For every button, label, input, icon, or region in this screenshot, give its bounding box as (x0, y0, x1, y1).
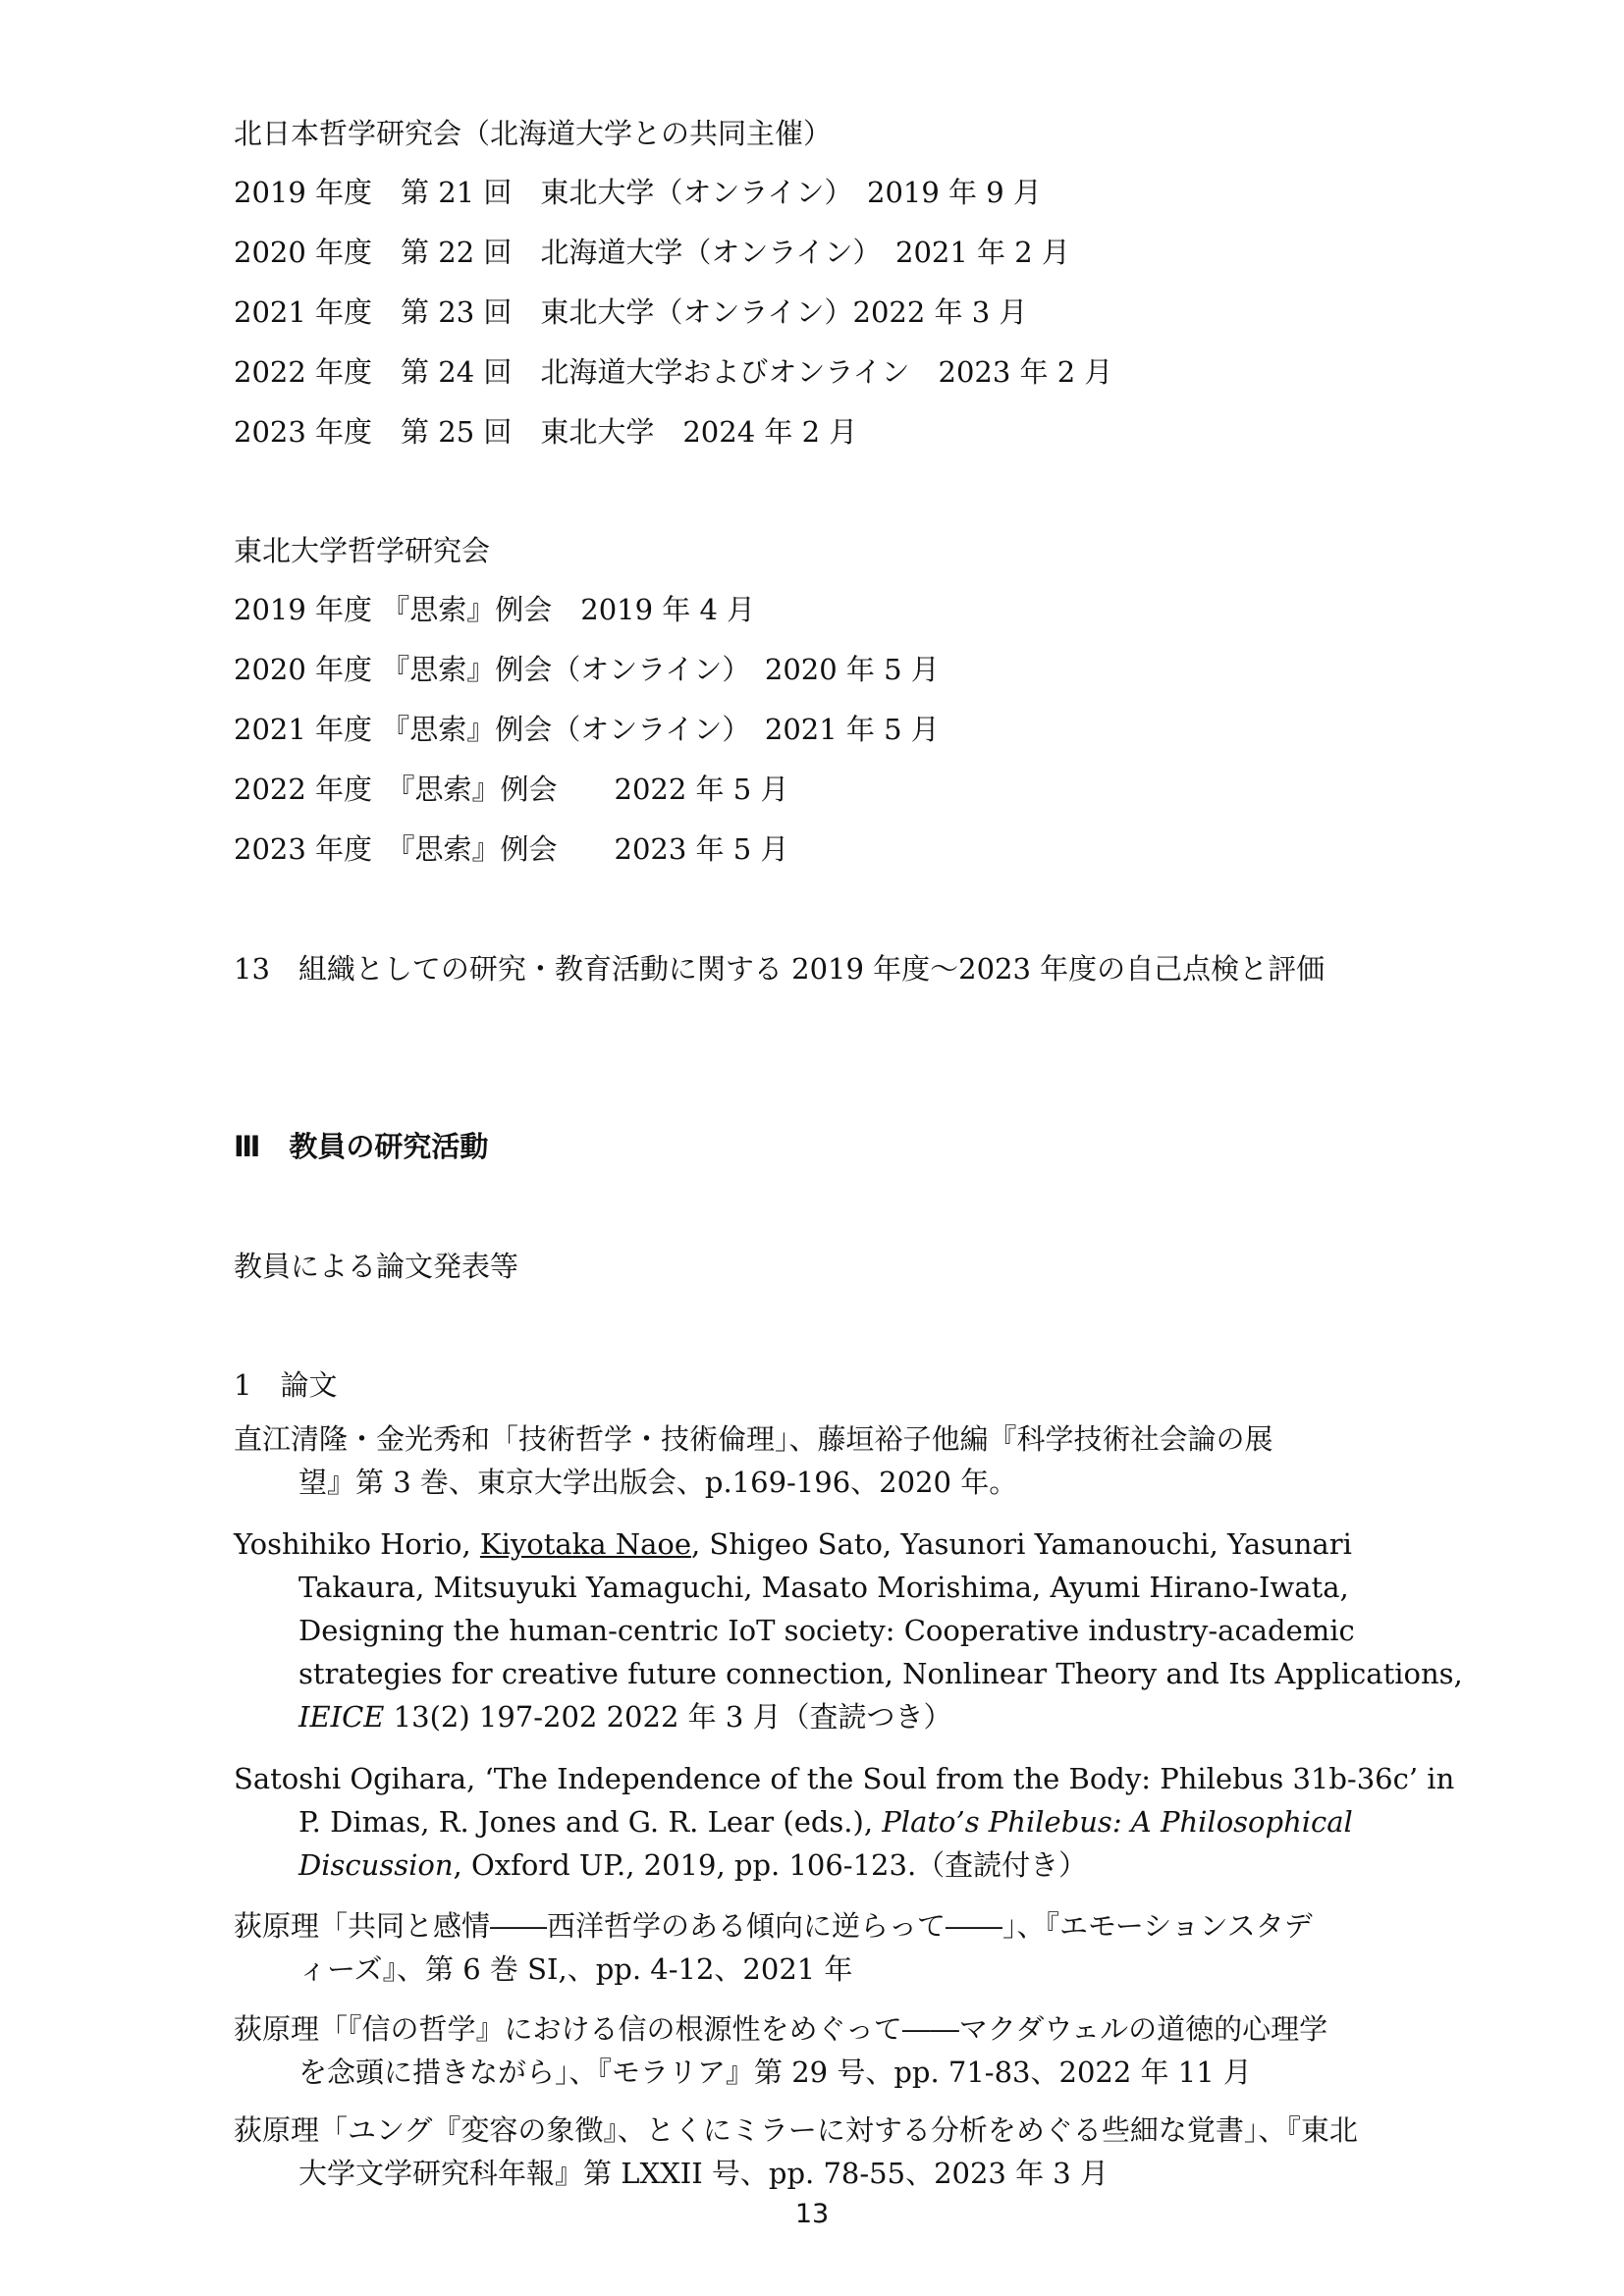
journal-italic: IEICE (298, 1700, 385, 1734)
paper-line (234, 1800, 1402, 1843)
paper-line: 荻原理「『信の哲学』における信の根源性をめぐって――マクダウェルの道徳的心理学 (234, 2012, 1328, 2046)
section-north-row: 2022 年度 第 24 回 北海道大学およびオンライン 2023 年 2 月 (234, 355, 1113, 389)
section-north-row: 2023 年度 第 25 回 東北大学 2024 年 2 月 (234, 415, 858, 449)
paper-line (234, 1522, 1402, 1566)
section-north-title: 北日本哲学研究会（北海道大学との共同主催） (234, 117, 833, 150)
paper-line: Satoshi Ogihara, ‘The Independence of the Soul from the Body: Philebus 31b-36c’ in (234, 1762, 1455, 1795)
section-north-row: 2020 年度 第 22 回 北海道大学（オンライン） 2021 年 2 月 (234, 236, 1070, 269)
paper-line: 荻原理「共同と感情――西洋哲学のある傾向に逆らって――」、『エモーションスタデ (234, 1909, 1313, 1943)
publisher-text: , Oxford UP., 2019, pp. 106-123.（査読付き） (453, 1848, 1088, 1882)
section-tohoku-row: 2019 年度 『思索』例会 2019 年 4 月 (234, 593, 756, 626)
author-text: Yoshihiko Horio, (234, 1527, 480, 1561)
paper-line: 望』第 3 巻、東京大学出版会、p.169-196、2020 年。 (298, 1466, 1018, 1499)
underlined-author: Kiyotaka Naoe (479, 1527, 691, 1561)
paper-entry-6 (234, 2109, 1402, 2195)
paper-line (234, 1695, 1402, 1738)
paper-line: Designing the human-centric IoT society: Cooperative industry-academic (298, 1614, 1355, 1647)
paper-line: を念頭に措きながら」、『モラリア』第 29 号、pp. 71-83、2022 年 11 月 (298, 2056, 1252, 2089)
papers-heading: 1 論文 (234, 1368, 338, 1402)
paper-line: 直江清隆・金光秀和「技術哲学・技術倫理」、藤垣裕子他編『科学技術社会論の展 (234, 1422, 1273, 1456)
paper-entry-5 (234, 2007, 1402, 2094)
section-tohoku-title: 東北大学哲学研究会 (234, 534, 491, 567)
page-number: 13 (794, 2199, 830, 2229)
section-tohoku-row: 2020 年度 『思索』例会（オンライン） 2020 年 5 月 (234, 653, 940, 686)
section-tohoku-row: 2021 年度 『思索』例会（オンライン） 2021 年 5 月 (234, 713, 940, 746)
section-north-row: 2019 年度 第 21 回 東北大学（オンライン） 2019 年 9 月 (234, 176, 1042, 209)
section-north-row: 2021 年度 第 23 回 東北大学（オンライン）2022 年 3 月 (234, 295, 1028, 329)
paper-line: 大学文学研究科年報』第 LXXII 号、pp. 78-55、2023 年 3 月 (298, 2157, 1109, 2190)
chapter-heading: Ⅲ 教員の研究活動 (234, 1130, 489, 1163)
paper-line: ィーズ』、第 6 巻 SI,、pp. 4-12、2021 年 (298, 1952, 853, 1986)
item-13: 13 組織としての研究・教育活動に関する 2019 年度～2023 年度の自己点検と評価 (234, 952, 1326, 986)
paper-entry-4 (234, 1904, 1402, 1991)
section-tohoku-row: 2023 年度 『思索』例会 2023 年 5 月 (234, 832, 789, 866)
paper-line: 荻原理「ユング『変容の象徴』、とくにミラーに対する分析をめぐる些細な覚書」、『東北 (234, 2113, 1358, 2147)
book-title-italic: Plato’s Philebus: A Philosophical (882, 1805, 1353, 1839)
paper-line: Takaura, Mitsuyuki Yamaguchi, Masato Morishima, Ayumi Hirano-Iwata, (298, 1571, 1349, 1604)
section-tohoku-row: 2022 年度 『思索』例会 2022 年 5 月 (234, 773, 789, 806)
subheading: 教員による論文発表等 (234, 1250, 519, 1283)
paper-entry-2 (234, 1522, 1463, 1738)
paper-line (234, 1843, 1402, 1887)
paper-entry-1 (234, 1417, 1402, 1504)
paper-line: strategies for creative future connection, Nonlinear Theory and Its Applications, (298, 1657, 1463, 1690)
author-text: , Shigeo Sato, Yasunori Yamanouchi, Yasunari (691, 1527, 1352, 1561)
book-title-italic: Discussion (298, 1848, 454, 1882)
editors-text: P. Dimas, R. Jones and G. R. Lear (eds.), (298, 1805, 883, 1839)
paper-entry-3 (234, 1757, 1455, 1887)
journal-rest: 13(2) 197-202 2022 年 3 月（査読つき） (384, 1700, 952, 1734)
